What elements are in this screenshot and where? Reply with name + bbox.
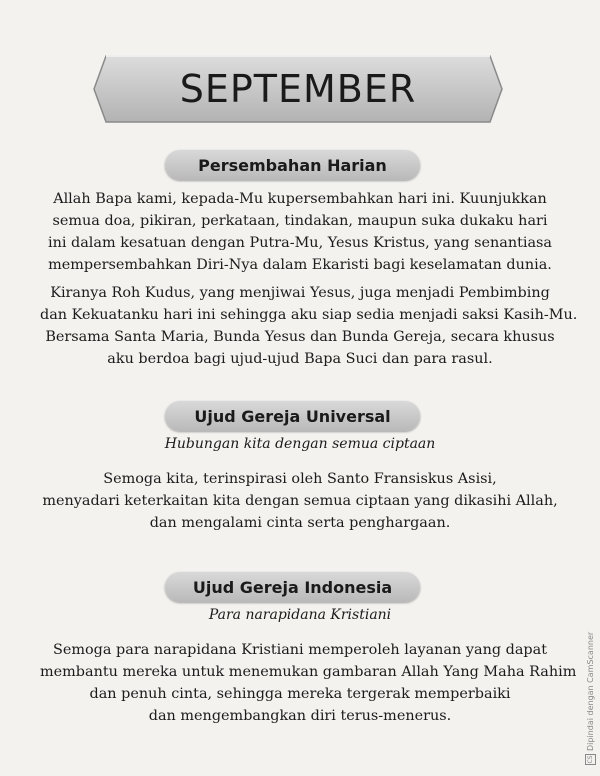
text-line: aku berdoa bagi ujud-ujud Bapa Suci dan para rasul. (107, 351, 493, 367)
text-line: Allah Bapa kami, kepada-Mu kupersembahkan hari ini. Kuunjukkan (53, 191, 547, 207)
universal-intention-text (40, 468, 560, 534)
camscanner-logo-icon: CS (587, 755, 594, 764)
text-line: membantu mereka untuk menemukan gambaran Allah Yang Maha Rahim (40, 664, 577, 680)
section-heading-ujud-gereja-indonesia: Ujud Gereja Indonesia (165, 572, 420, 602)
text-line: mempersembahkan Diri-Nya dalam Ekaristi bagi keselamatan dunia. (48, 257, 552, 273)
text-line: dan Kekuatanku hari ini sehingga aku siap sedia menjadi saksi Kasih-Mu. (40, 307, 578, 323)
prayer-paragraph-1 (40, 188, 560, 276)
text-line: menyadari keterkaitan kita dengan semua ciptaan yang dikasihi Allah, (42, 493, 558, 509)
text-line: Semoga para narapidana Kristiani memperoleh layanan yang dapat (53, 642, 547, 658)
text-line: ini dalam kesatuan dengan Putra-Mu, Yesus Kristus, yang senantiasa (47, 235, 553, 251)
text-line: Bersama Santa Maria, Bunda Yesus dan Bunda Gereja, secara khusus (45, 329, 555, 345)
text-line: dan penuh cinta, sehingga mereka tergerak memperbaiki (89, 686, 511, 702)
section-heading-persembahan-harian: Persembahan Harian (165, 150, 420, 180)
text-line: dan mengalami cinta serta penghargaan. (149, 515, 451, 531)
text-line: dan mengembangkan diri terus-menerus. (148, 708, 452, 724)
section-subtitle-indonesia: Para narapidana Kristiani (208, 607, 392, 623)
scanner-watermark (585, 632, 596, 765)
section-heading-ujud-gereja-universal: Ujud Gereja Universal (165, 401, 420, 431)
indonesia-intention-text (40, 639, 577, 727)
title-banner (88, 52, 508, 126)
page-title: SEPTEMBER (179, 67, 417, 111)
section-subtitle-universal: Hubungan kita dengan semua ciptaan (164, 436, 436, 452)
scanner-label: Dipindai dengan CamScanner (586, 631, 595, 751)
text-line: semua doa, pikiran, perkataan, tindakan, maupun suka dukaku hari (52, 213, 548, 229)
text-line: Semoga kita, terinspirasi oleh Santo Fransiskus Asisi, (103, 471, 497, 487)
text-line: Kiranya Roh Kudus, yang menjiwai Yesus, juga menjadi Pembimbing (50, 285, 550, 301)
prayer-paragraph-2 (40, 282, 578, 370)
